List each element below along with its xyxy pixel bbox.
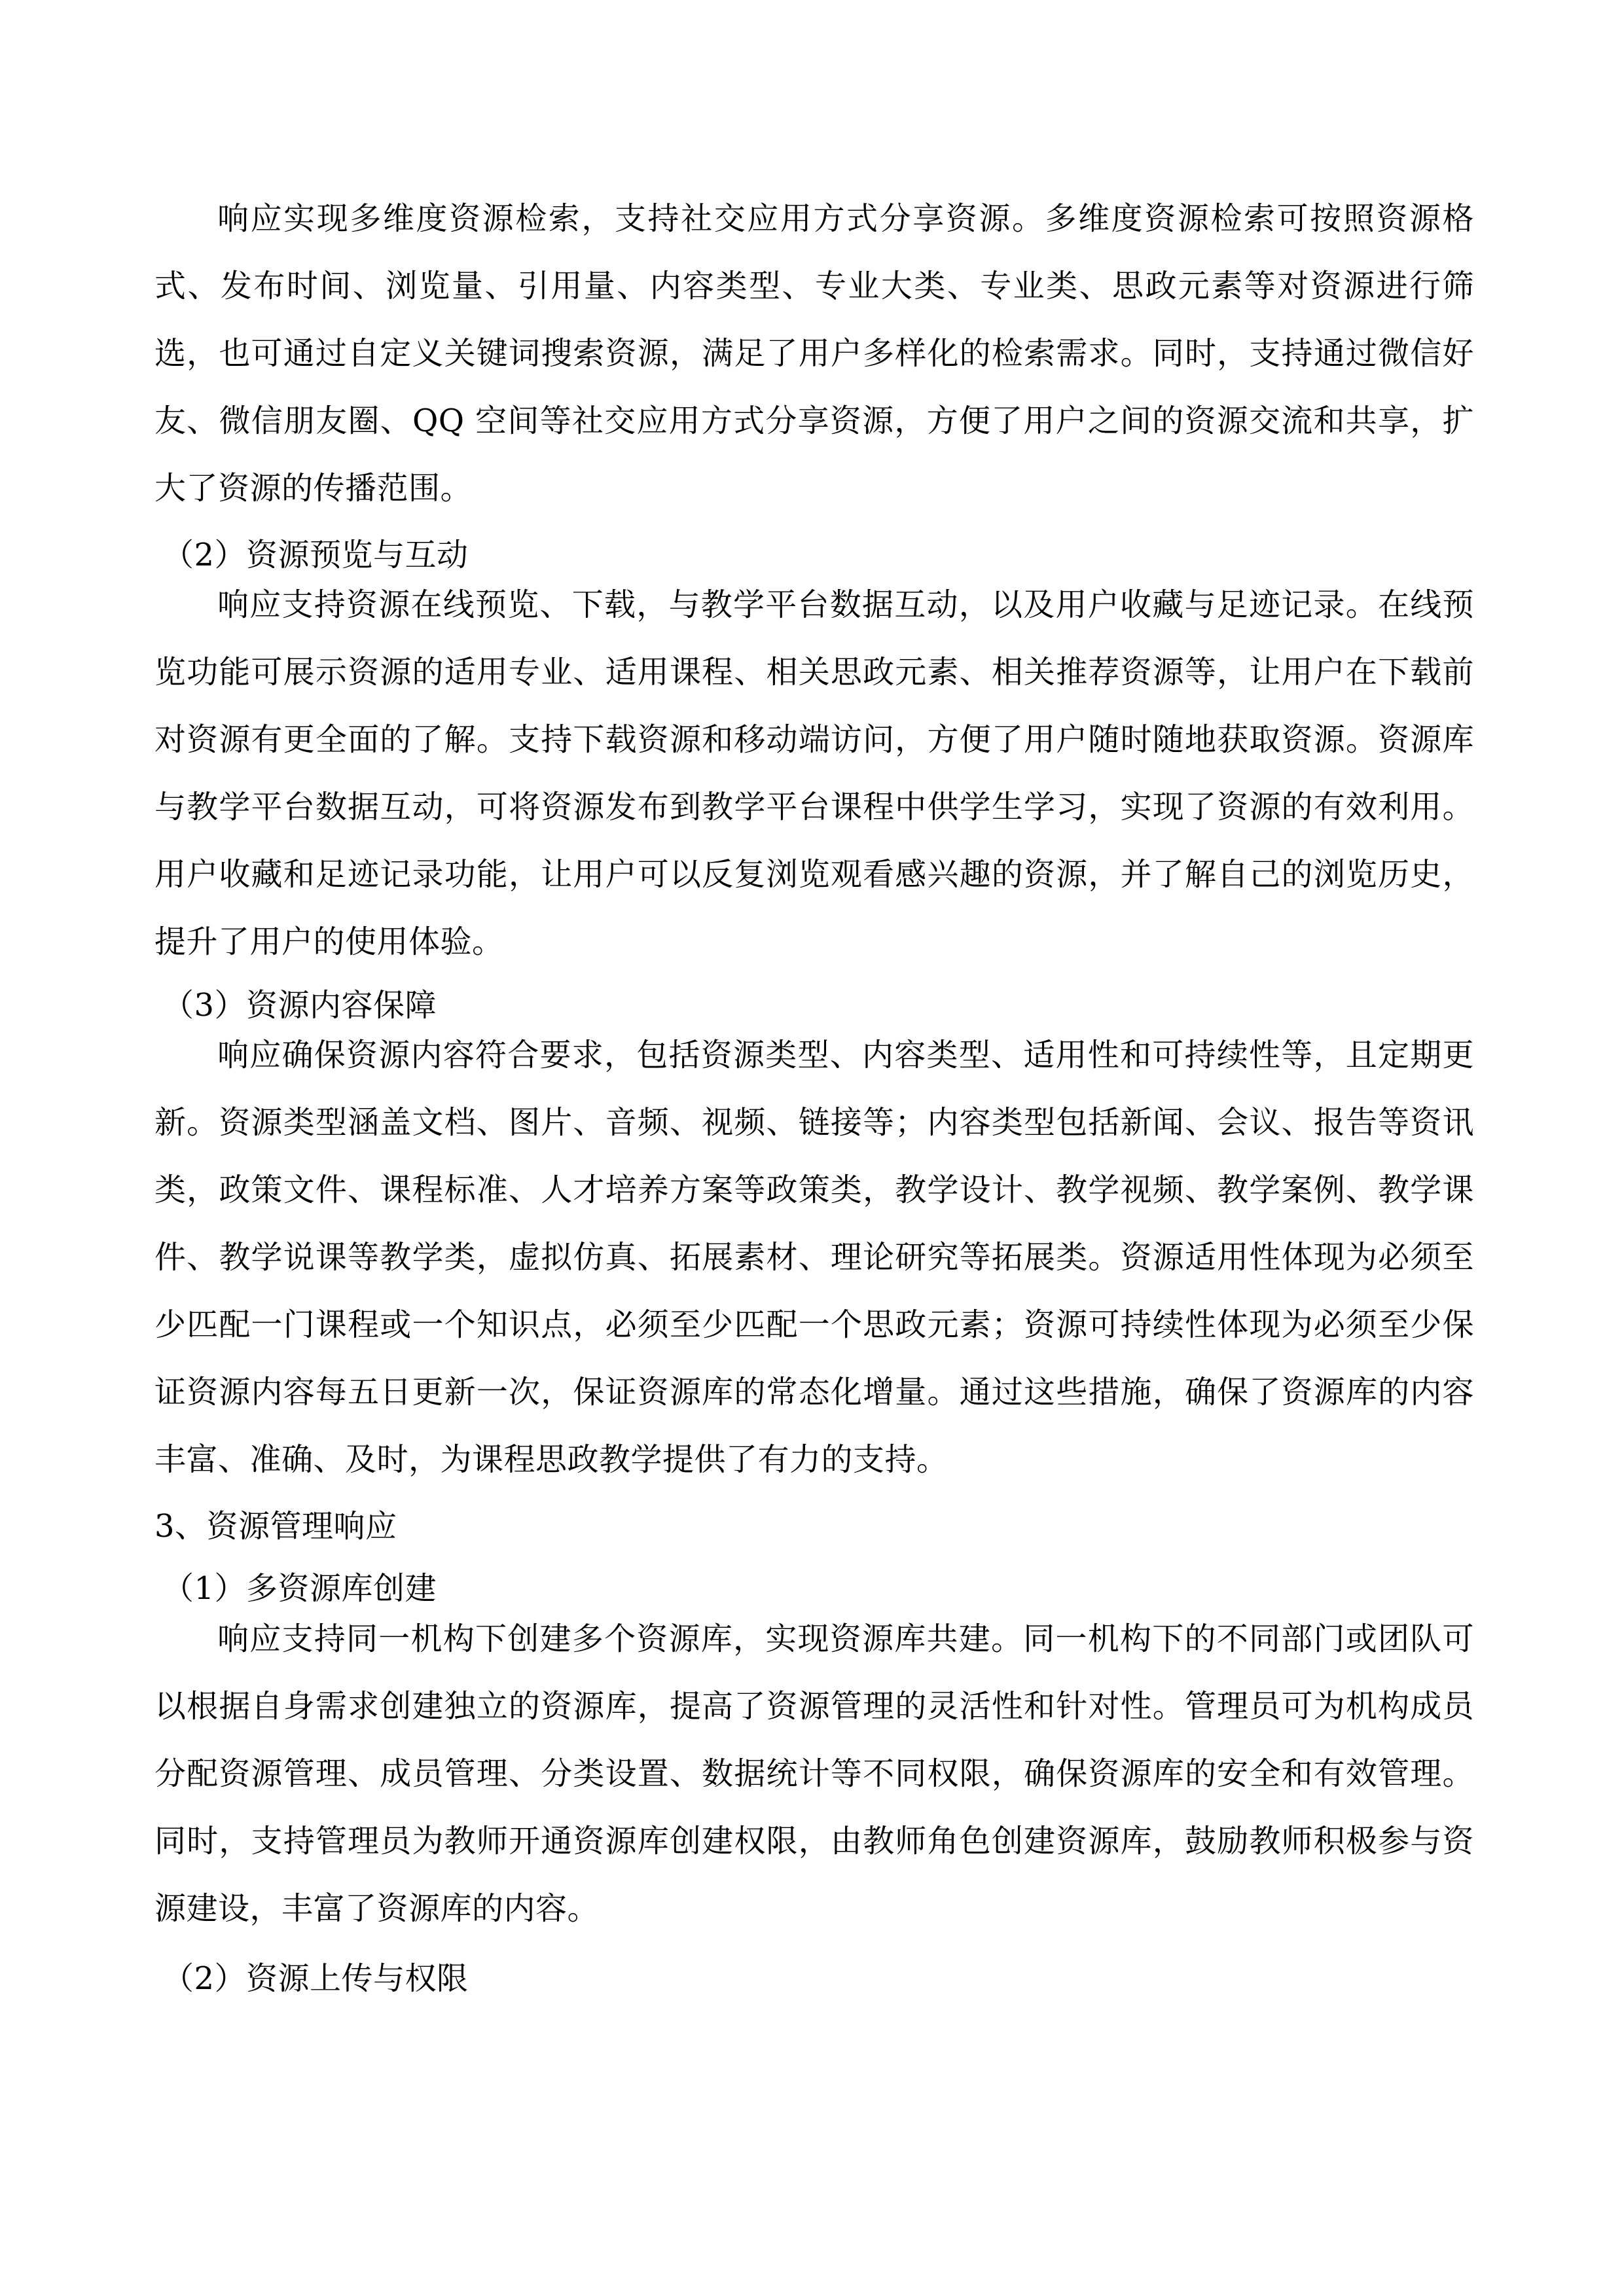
paragraph-resource-preview-interaction: 响应支持资源在线预览、下载，与教学平台数据互动，以及用户收藏与足迹记录。在线预览功能可展示资源的适用专业、适用课程、相关思政元素、相关推荐资源等，让用户在下载前对资源有更全面的了解。支持下载资源和移动端访问，方便了用户随时随地获取资源。资源库与教学平台数据互动，可将资源发布到教学平台课程中供学生学习，实现了资源的有效利用。用户收藏和足迹记录功能，让用户可以反复浏览观看感兴趣的资源，并了解自己的浏览历史，提升了用户的使用体验。 [154,586,1474,960]
heading-resource-upload-permissions: （2）资源上传与权限 [162,1960,469,1997]
paragraph-multi-library-creation: 响应支持同一机构下创建多个资源库，实现资源库共建。同一机构下的不同部门或团队可以根据自身需求创建独立的资源库，提高了资源管理的灵活性和针对性。管理员可为机构成员分配资源管理、成员管理、分类设置、数据统计等不同权限，确保资源库的安全和有效管理。同时，支持管理员为教师开通资源库创建权限，由教师角色创建资源库，鼓励教师积极参与资源建设，丰富了资源库的内容。 [154,1621,1474,1927]
heading-resource-content-assurance: （3）资源内容保障 [162,987,437,1024]
paragraph-multidimensional-search: 响应实现多维度资源检索，支持社交应用方式分享资源。多维度资源检索可按照资源格式、发布时间、浏览量、引用量、内容类型、专业大类、专业类、思政元素等对资源进行筛选，也可通过自定义关键词搜索资源，满足了用户多样化的检索需求。同时，支持通过微信好友、微信朋友圈、QQ 空间等社交应用方式分享资源，方便了用户之间的资源交流和共享，扩大了资源的传播范围。 [154,200,1474,507]
section-heading-resource-management: 3、资源管理响应 [154,1508,397,1545]
paragraph-resource-content-assurance: 响应确保资源内容符合要求，包括资源类型、内容类型、适用性和可持续性等，且定期更新。资源类型涵盖文档、图片、音频、视频、链接等；内容类型包括新闻、会议、报告等资讯类，政策文件、课程标准、人才培养方案等政策类，教学设计、教学视频、教学案例、教学课件、教学说课等教学类，虚拟仿真、拓展素材、理论研究等拓展类。资源适用性体现为必须至少匹配一门课程或一个知识点，必须至少匹配一个思政元素；资源可持续性体现为必须至少保证资源内容每五日更新一次，保证资源库的常态化增量。通过这些措施，确保了资源库的内容丰富、准确、及时，为课程思政教学提供了有力的支持。 [154,1037,1474,1478]
heading-resource-preview-interaction: （2）资源预览与互动 [162,537,469,573]
heading-multi-library-creation: （1）多资源库创建 [162,1570,437,1607]
